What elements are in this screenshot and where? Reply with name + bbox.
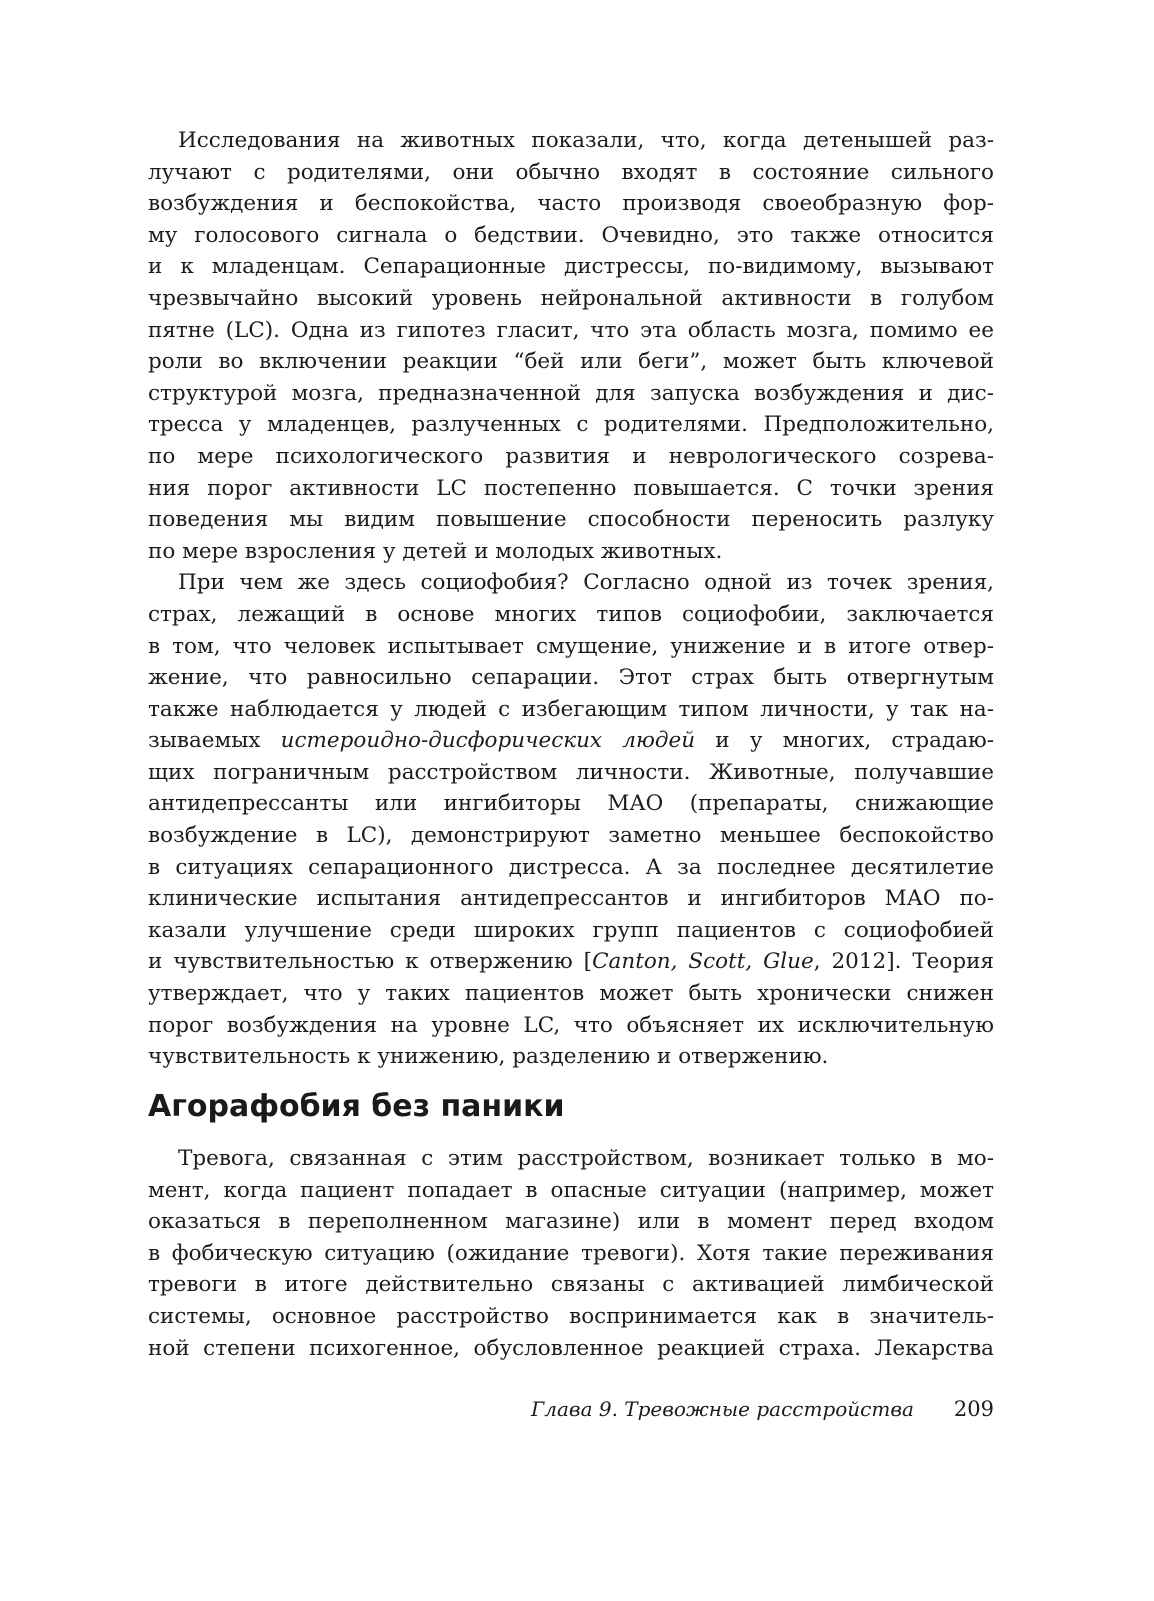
text-run: и чувствительностью к отвержению [ [148,949,593,975]
section-heading: Агорафобия без паники [148,1089,565,1124]
text-line: структурой мозга, предназначенной для запуска возбуждения и дис- [148,380,994,406]
text-line: лучают с родителями, они обычно входят в состояние сильного [148,159,994,185]
text-line: пятне (LC). Одна из гипотез гласит, что эта область мозга, помимо ее [148,317,994,343]
body-text-before-heading [148,125,994,1073]
text-run: , 2012]. Теория [813,949,994,975]
text-line: Тревога, связанная с этим расстройством, возникает только в мо- [178,1146,994,1171]
page-number: 209 [953,1397,994,1421]
text-line: возбуждения и беспокойства, часто производя своеобразную фор- [148,191,994,217]
text-line: по мере психологического развития и неврологического созрева- [148,443,994,469]
text-line: ния порог активности LC постепенно повышается. С точки зрения [148,475,994,501]
text-line: антидепрессанты или ингибиторы МАО (препараты, снижающие [148,791,994,817]
body-text-after-heading [148,1143,994,1364]
running-footer [148,1395,994,1423]
text-run: и у многих, страдаю- [695,728,994,754]
text-run: зываемых [148,728,281,754]
paragraph [148,567,994,1073]
text-line: жение, что равносильно сепарации. Этот страх быть отвергнутым [148,665,994,691]
text-line: мент, когда пациент попадает в опасные ситуации (например, может [148,1177,994,1203]
italic-text-run: Canton, Scott, Glue [592,949,814,975]
text-line: чрезвычайно высокий уровень нейрональной активности в голубом [148,285,994,311]
text-line: клинические испытания антидепрессантов и ингибиторов МАО по- [148,886,994,912]
text-line: поведения мы видим повышение способности переносить разлуку [148,507,994,533]
text-line: тревоги в итоге действительно связаны с активацией лимбической [148,1272,994,1298]
footer-chapter-title: Глава 9. Тревожные расстройства [531,1397,914,1421]
text-line: тресса у младенцев, разлученных с родителями. Предположительно, [148,412,994,438]
text-line: порог возбуждения на уровне LC, что объясняет их исключительную [148,1012,994,1038]
text-line [148,725,994,757]
text-line: казали улучшение среди широких групп пациентов с социофобией [148,917,994,943]
text-line: в том, что человек испытывает смущение, унижение и в итоге отвер- [148,633,994,659]
text-line: страх, лежащий в основе многих типов социофобии, заключается [148,601,994,627]
text-line: и к младенцам. Сепарационные дистрессы, по-видимому, вызывают [148,254,994,280]
text-line: по мере взросления у детей и молодых животных. [148,538,723,564]
text-line: также наблюдается у людей с избегающим типом личности, у так на- [148,696,994,722]
text-line: в ситуациях сепарационного дистресса. А за последнее десятилетие [148,854,994,880]
text-line [148,946,994,978]
italic-text-run: истероидно-дисфорических людей [280,728,696,754]
text-line: утверждает, что у таких пациентов может быть хронически снижен [148,981,994,1007]
text-line: возбуждение в LC), демонстрируют заметно меньшее беспокойство [148,823,994,849]
paragraph [148,125,994,567]
text-line: системы, основное расстройство воспринимается как в значитель- [148,1303,994,1329]
text-line: При чем же здесь социофобия? Согласно одной из точек зрения, [178,570,994,596]
text-line: ной степени психогенное, обусловленное реакцией страха. Лекарства [148,1335,994,1361]
text-line: чувствительность к унижению, разделению и отвержению. [148,1044,829,1070]
text-line: оказаться в переполненном магазине) или в момент перед входом [148,1209,994,1235]
text-line: Исследования на животных показали, что, когда детенышей раз- [178,128,994,153]
text-line: роли во включении реакции “бей или беги”, может быть ключевой [148,349,994,375]
text-line: в фобическую ситуацию (ожидание тревоги). Хотя такие переживания [148,1240,994,1266]
text-line: му голосового сигнала о бедствии. Очевидно, это также относится [148,222,994,248]
paragraph [148,1143,994,1364]
text-line: щих пограничным расстройством личности. Животные, получавшие [148,759,994,785]
